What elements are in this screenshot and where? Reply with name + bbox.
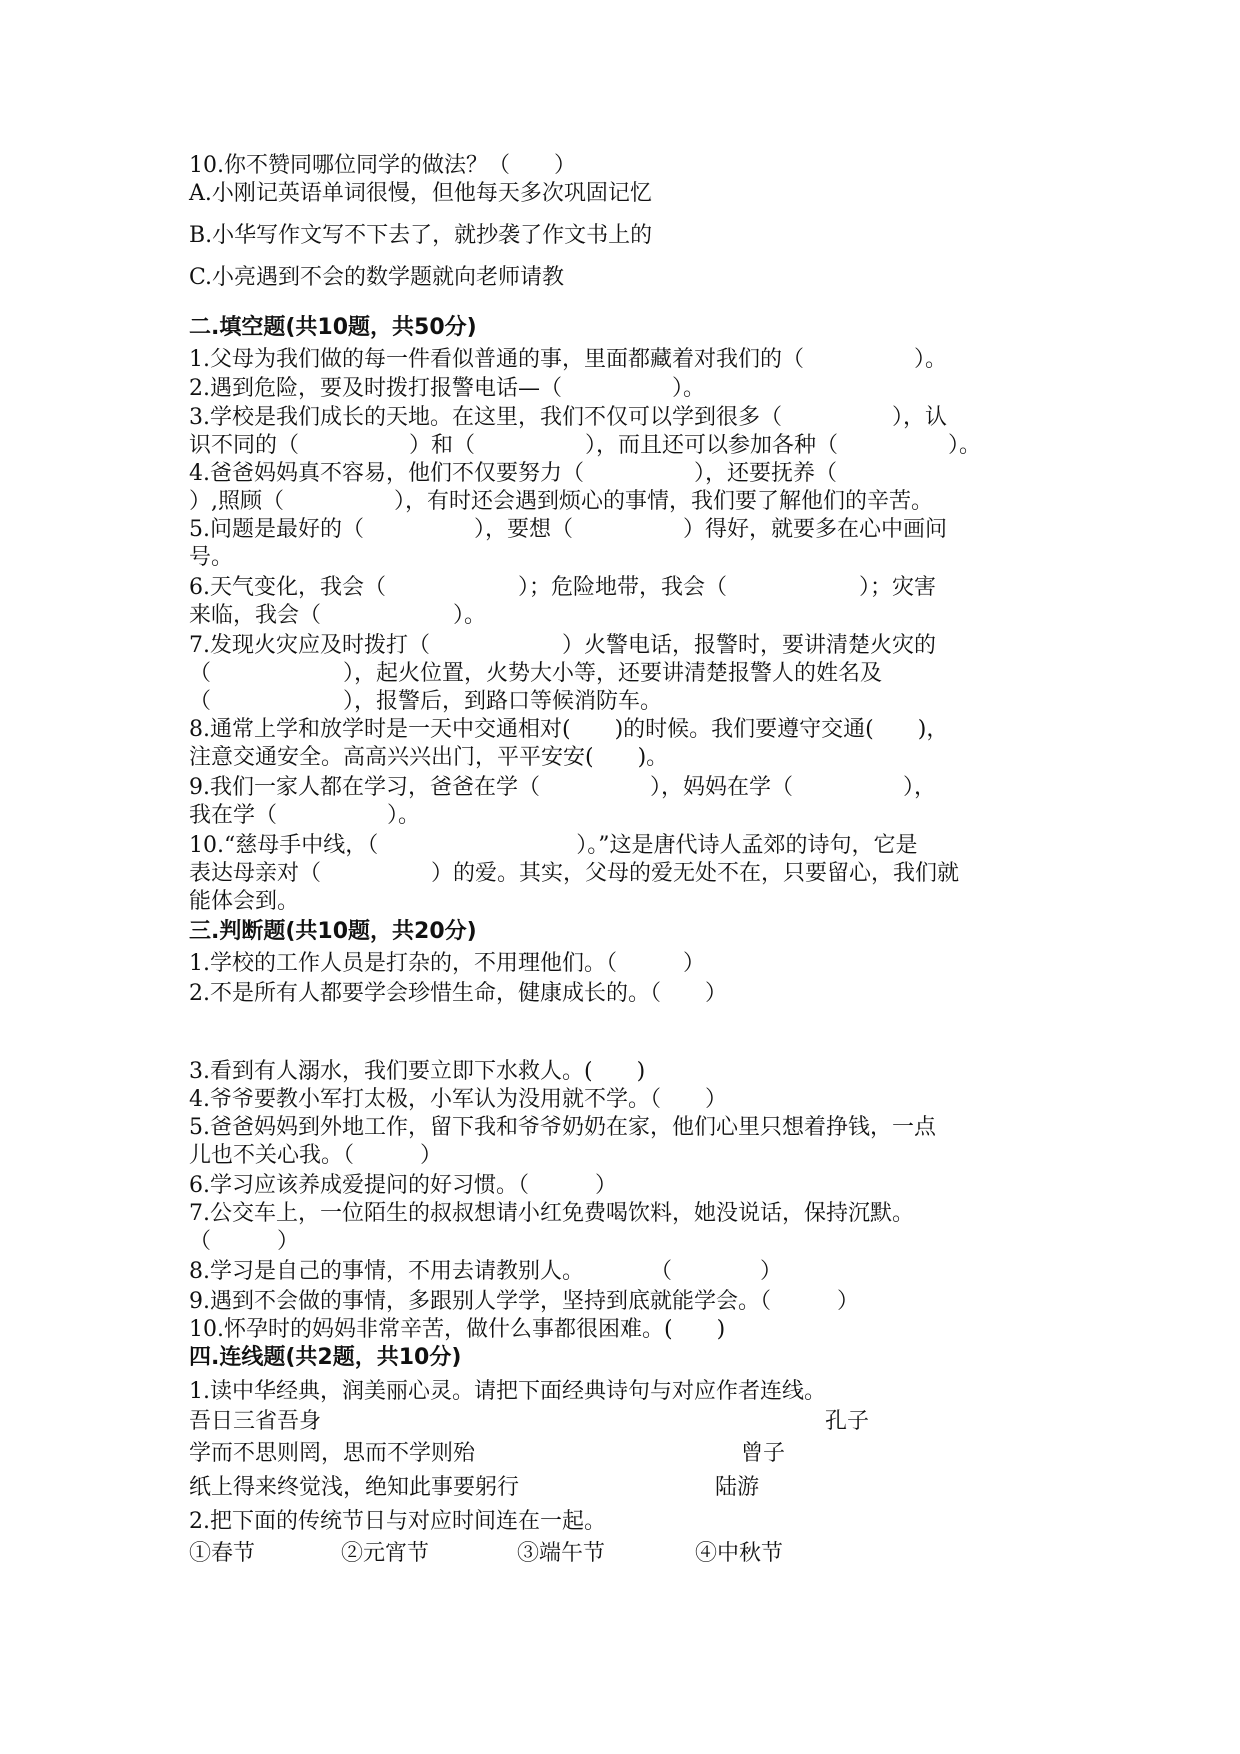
question-line: 2.不是所有人都要学会珍惜生命，健康成长的。（ ） (189, 981, 727, 1006)
option-line: B.小华写作文写不下去了，就抄袭了作文书上的 (189, 223, 653, 248)
festival-item: ②元宵节 (341, 1541, 430, 1566)
matching-row (189, 1440, 1089, 1470)
festival-item: ③端午节 (517, 1541, 606, 1566)
question-line: （ ），报警后，到路口等候消防车。 (189, 689, 663, 714)
question-line: 3.学校是我们成长的天地。在这里，我们不仅可以学到很多（ ），认 (189, 405, 947, 430)
question-line: 表达母亲对（ ）的爱。其实，父母的爱无处不在，只要留心，我们就 (189, 861, 960, 886)
section-heading: 四.连线题(共2题，共10分) (189, 1345, 462, 1370)
question-line: 识不同的（ ）和（ ），而且还可以参加各种（ ）。 (189, 433, 982, 458)
question-line: 5.问题是最好的（ ），要想（ ）得好，就要多在心中画问 (189, 517, 947, 542)
question-line: 1.学校的工作人员是打杂的，不用理他们。（ ） (189, 951, 705, 976)
matching-row (189, 1474, 1089, 1504)
question-line: （ ） (189, 1229, 300, 1254)
question-line: 9.我们一家人都在学习，爸爸在学（ ），妈妈在学（ ）， (189, 775, 936, 800)
question-line: 10.你不赞同哪位同学的做法？（ ） (189, 153, 576, 178)
question-line: 10.“慈母手中线，（ ）。”这是唐代诗人孟郊的诗句，它是 (189, 833, 918, 858)
question-line: 我在学（ ）。 (189, 803, 421, 828)
option-line: C.小亮遇到不会的数学题就向老师请教 (189, 265, 565, 290)
question-line: 来临，我会（ ）。 (189, 603, 487, 628)
section-heading: 三.判断题(共10题，共20分) (189, 919, 477, 944)
question-line: 3.看到有人溺水，我们要立即下水救人。( ) (189, 1059, 646, 1084)
question-line: （ ），起火位置，火势大小等，还要讲清楚报警人的姓名及 (189, 661, 883, 686)
poem-item: 吾日三省吾身 (189, 1409, 322, 1434)
section-heading: 二.填空题(共10题，共50分) (189, 315, 477, 340)
question-line: 儿也不关心我。（ ） (189, 1143, 443, 1168)
question-line: 6.学习应该养成爱提问的好习惯。（ ） (189, 1173, 617, 1198)
matching-row (189, 1408, 1089, 1438)
question-line: 9.遇到不会做的事情，多跟别人学学，坚持到底就能学会。（ ） (189, 1289, 859, 1314)
option-line: A.小刚记英语单词很慢，但他每天多次巩固记忆 (189, 181, 652, 206)
question-line: 2.把下面的传统节日与对应时间连在一起。 (189, 1509, 606, 1534)
question-line: 能体会到。 (189, 889, 300, 914)
author-item: 孔子 (825, 1409, 870, 1434)
question-line: 8.通常上学和放学时是一天中交通相对( )的时候。我们要遵守交通( )， (189, 717, 949, 742)
question-line: 5.爸爸妈妈到外地工作，留下我和爷爷奶奶在家，他们心里只想着挣钱，一点 (189, 1115, 936, 1140)
question-line: 4.爷爷要教小军打太极，小军认为没用就不学。（ ） (189, 1087, 727, 1112)
question-line: 6.天气变化，我会（ ）；危险地带，我会（ ）；灾害 (189, 575, 936, 600)
festival-item: ④中秋节 (695, 1541, 784, 1566)
author-item: 陆游 (715, 1475, 760, 1500)
question-line: 10.怀孕时的妈妈非常辛苦，做什么事都很困难。( ) (189, 1317, 726, 1342)
poem-item: 学而不思则罔，思而不学则殆 (189, 1441, 476, 1466)
question-line: ）,照顾（ ），有时还会遇到烦心的事情，我们要了解他们的辛苦。 (189, 489, 933, 514)
festival-item: ①春节 (189, 1541, 256, 1566)
poem-item: 纸上得来终觉浅，绝知此事要躬行 (189, 1475, 520, 1500)
question-line: 注意交通安全。高高兴兴出门，平平安安( )。 (189, 745, 669, 770)
question-line: 7.公交车上，一位陌生的叔叔想请小红免费喝饮料，她没说话，保持沉默。 (189, 1201, 914, 1226)
question-line: 4.爸爸妈妈真不容易，他们不仅要努力（ ），还要抚养（ (189, 461, 947, 486)
question-line: 7.发现火灾应及时拨打（ ）火警电话，报警时，要讲清楚火灾的 (189, 633, 936, 658)
question-line: 号。 (189, 545, 234, 570)
question-line: 8.学习是自己的事情，不用去请教别人。 （ ） (189, 1259, 782, 1284)
question-line: 2.遇到危险，要及时拨打报警电话—（ ）。 (189, 376, 705, 401)
question-line: 1.读中华经典，润美丽心灵。请把下面经典诗句与对应作者连线。 (189, 1379, 826, 1404)
question-line: 1.父母为我们做的每一件看似普通的事，里面都藏着对我们的（ ）。 (189, 347, 947, 372)
author-item: 曾子 (741, 1441, 786, 1466)
festival-row (189, 1540, 1089, 1570)
